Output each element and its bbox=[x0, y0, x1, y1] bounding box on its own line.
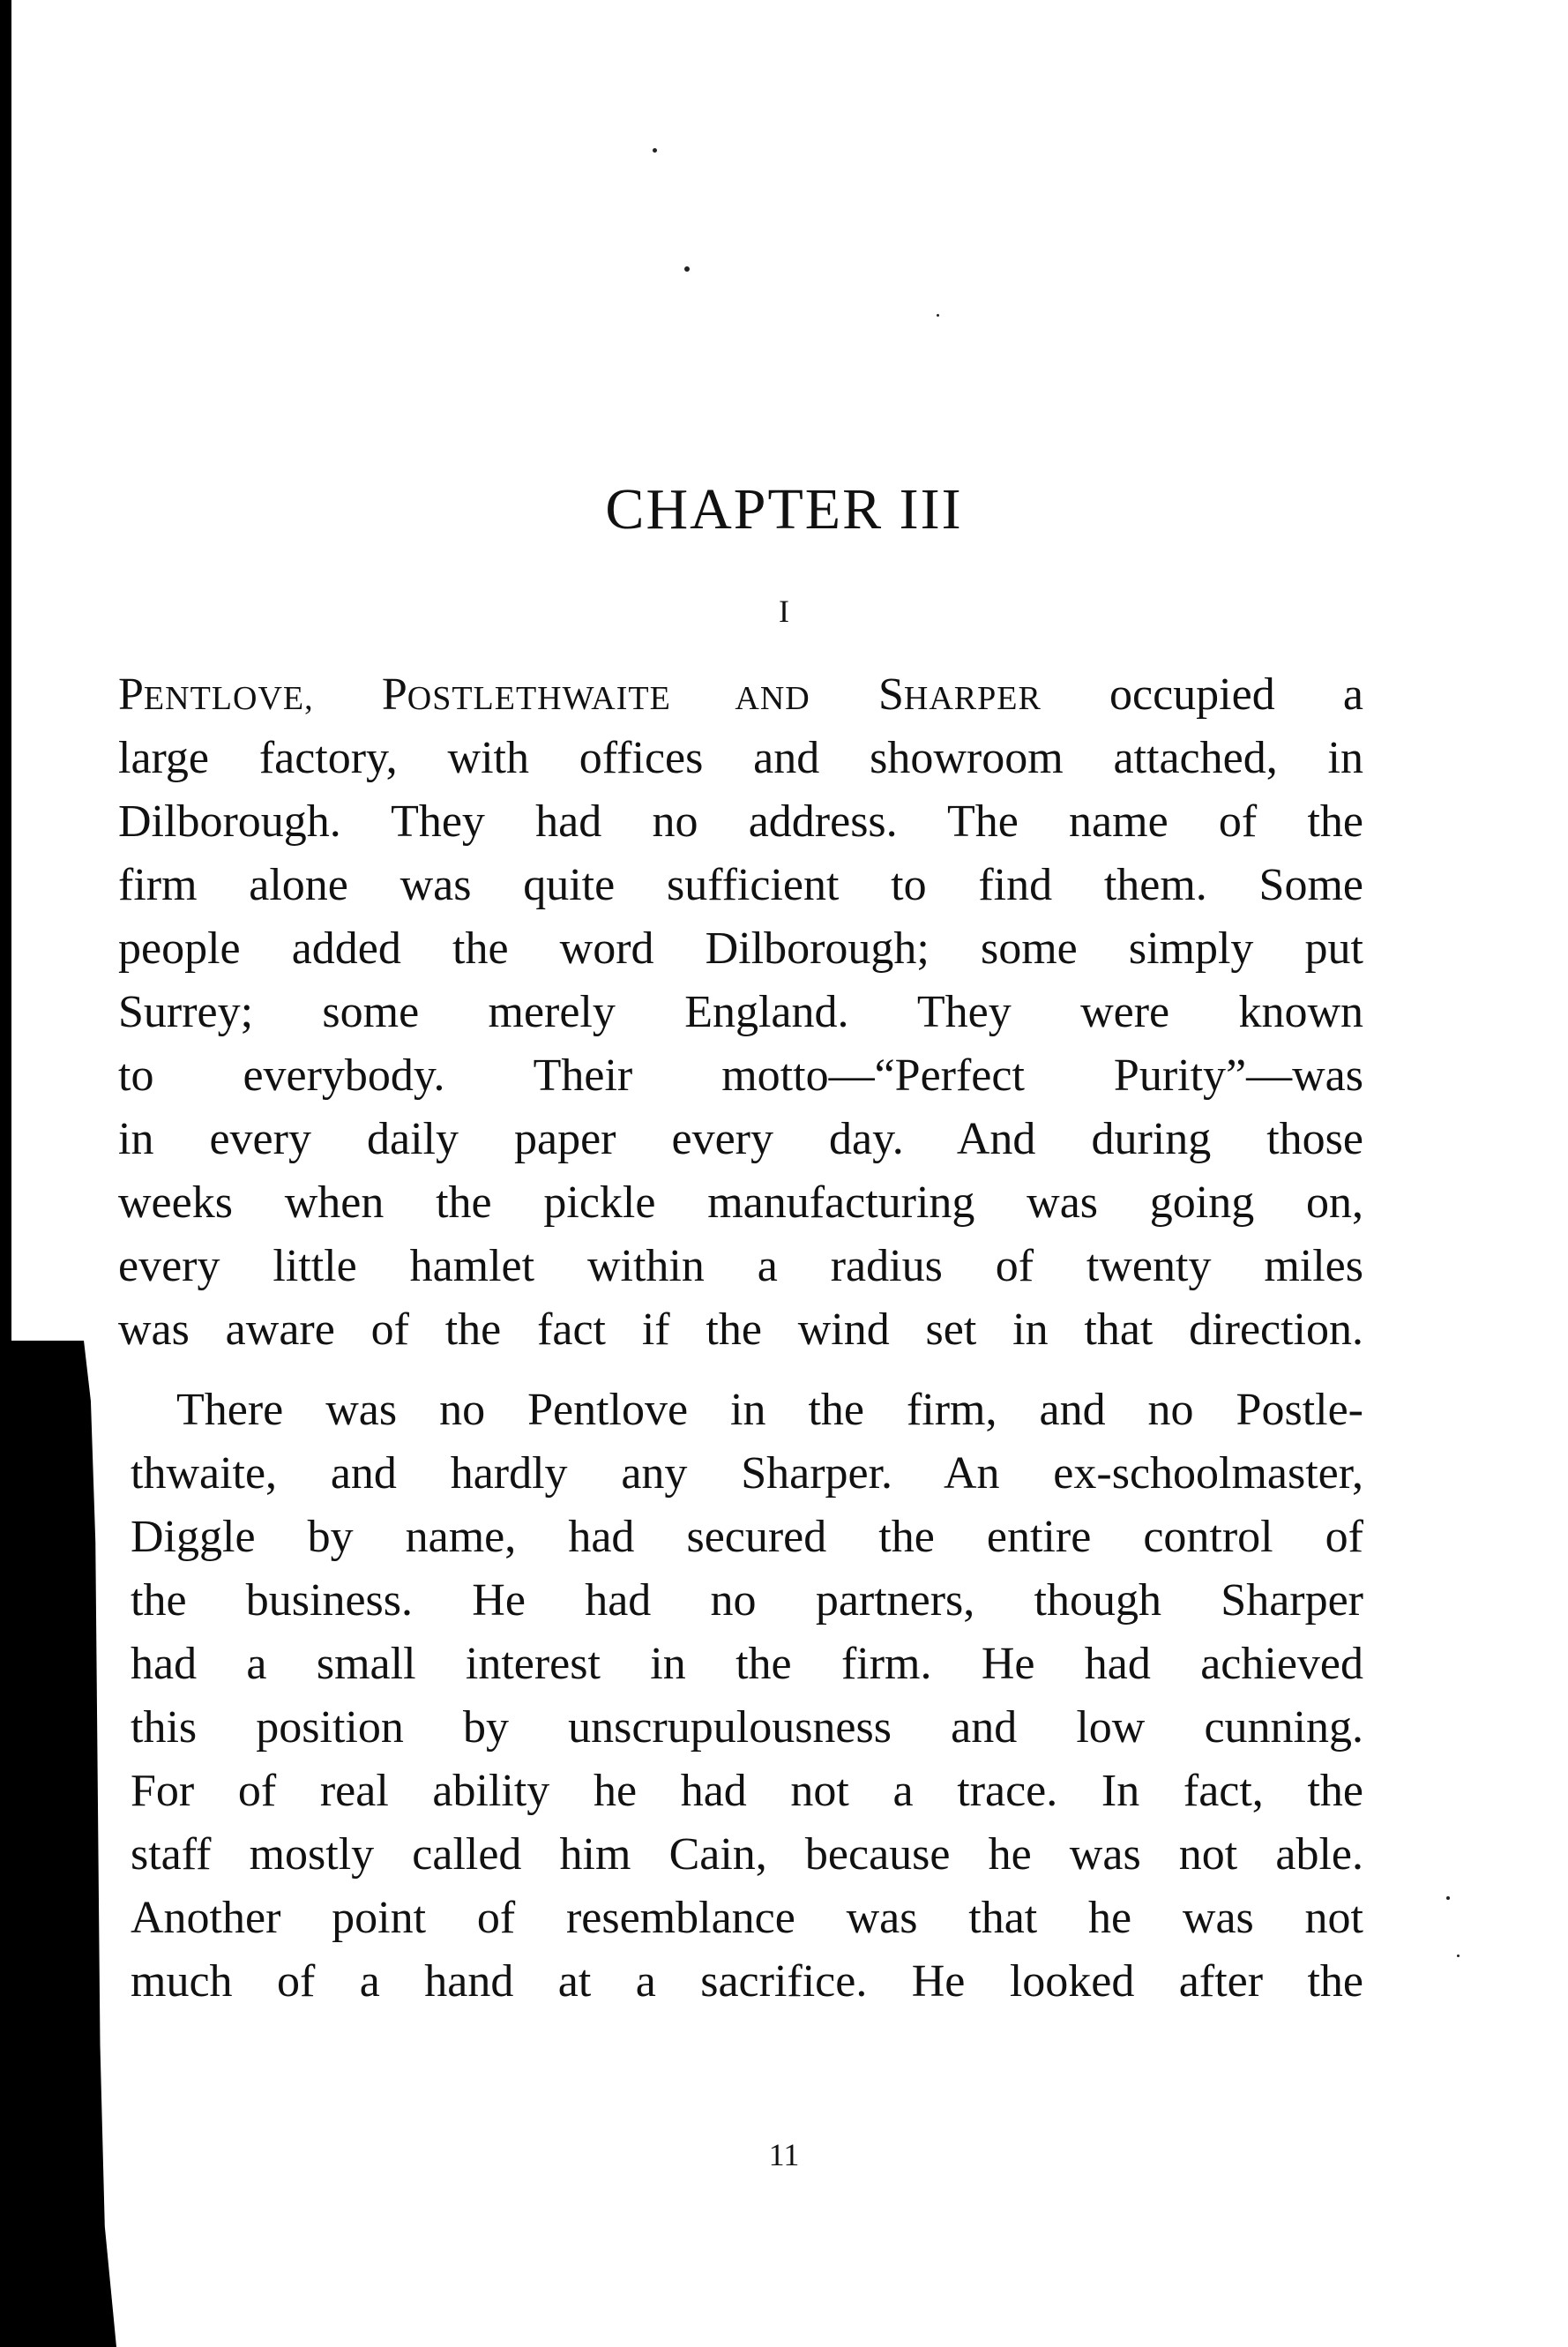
small-caps-initial: S bbox=[877, 669, 904, 720]
text-line: in every daily paper every day. And during those bbox=[118, 1114, 1363, 1164]
text-line: Dilborough. They had no address. The name of the bbox=[118, 796, 1363, 847]
paper-speck bbox=[1446, 1896, 1450, 1900]
binding-edge-shadow-top bbox=[0, 0, 11, 1358]
text-line: There was no Pentlove in the firm, and no Postle- bbox=[176, 1385, 1363, 1435]
text-line: to everybody. Their motto—“Perfect Purity”—was bbox=[118, 1050, 1363, 1101]
text-line: thwaite, and hardly any Sharper. An ex-schoolmaster, bbox=[131, 1448, 1363, 1499]
text-line: large factory, with offices and showroom attached, in bbox=[118, 733, 1363, 783]
small-caps-rest: OSTLETHWAITE AND bbox=[407, 680, 810, 717]
paper-speck bbox=[937, 314, 939, 317]
binding-edge-shadow-bottom bbox=[0, 1341, 116, 2347]
section-number: I bbox=[779, 594, 789, 629]
paper-speck bbox=[684, 266, 690, 272]
text-line: much of a hand at a sacrifice. He looked after the bbox=[131, 1956, 1363, 2007]
small-caps-rest: ENTLOVE, bbox=[143, 680, 314, 717]
text-line: had a small interest in the firm. He had achieved bbox=[131, 1639, 1363, 1689]
small-caps-initial: P bbox=[381, 669, 407, 720]
opening-line-tail: occupied a bbox=[1041, 669, 1363, 720]
text-line: this position by unscrupulousness and low cunning. bbox=[131, 1702, 1363, 1753]
paragraph-1 bbox=[118, 663, 1363, 1362]
small-caps-initial: P bbox=[118, 669, 144, 720]
chapter-heading: CHAPTER III bbox=[605, 477, 963, 542]
text-line: Another point of resemblance was that he was not bbox=[131, 1893, 1363, 1943]
text-line: was aware of the fact if the wind set in that direction. bbox=[118, 1304, 1363, 1355]
text-line: firm alone was quite sufficient to find them. Some bbox=[118, 860, 1363, 910]
paper-speck bbox=[653, 148, 657, 153]
text-line: people added the word Dilborough; some simply put bbox=[118, 923, 1363, 974]
paragraph-2 bbox=[118, 1379, 1363, 2014]
paper-speck bbox=[1457, 1955, 1460, 1957]
text-line: Diggle by name, had secured the entire control of bbox=[131, 1512, 1363, 1562]
text-line: Surrey; some merely England. They were known bbox=[118, 987, 1363, 1037]
firm-name-small-caps bbox=[118, 669, 1042, 720]
text-line: the business. He had no partners, though Sharper bbox=[131, 1575, 1363, 1626]
opening-line bbox=[118, 663, 1363, 727]
text-line: For of real ability he had not a trace. In fact, the bbox=[131, 1766, 1363, 1816]
text-line: staff mostly called him Cain, because he was not able. bbox=[131, 1829, 1363, 1880]
text-line: weeks when the pickle manufacturing was going on, bbox=[118, 1177, 1363, 1228]
page-number: 11 bbox=[768, 2137, 800, 2172]
small-caps-rest: HARPER bbox=[903, 680, 1042, 717]
text-line: every little hamlet within a radius of twenty miles bbox=[118, 1241, 1363, 1291]
